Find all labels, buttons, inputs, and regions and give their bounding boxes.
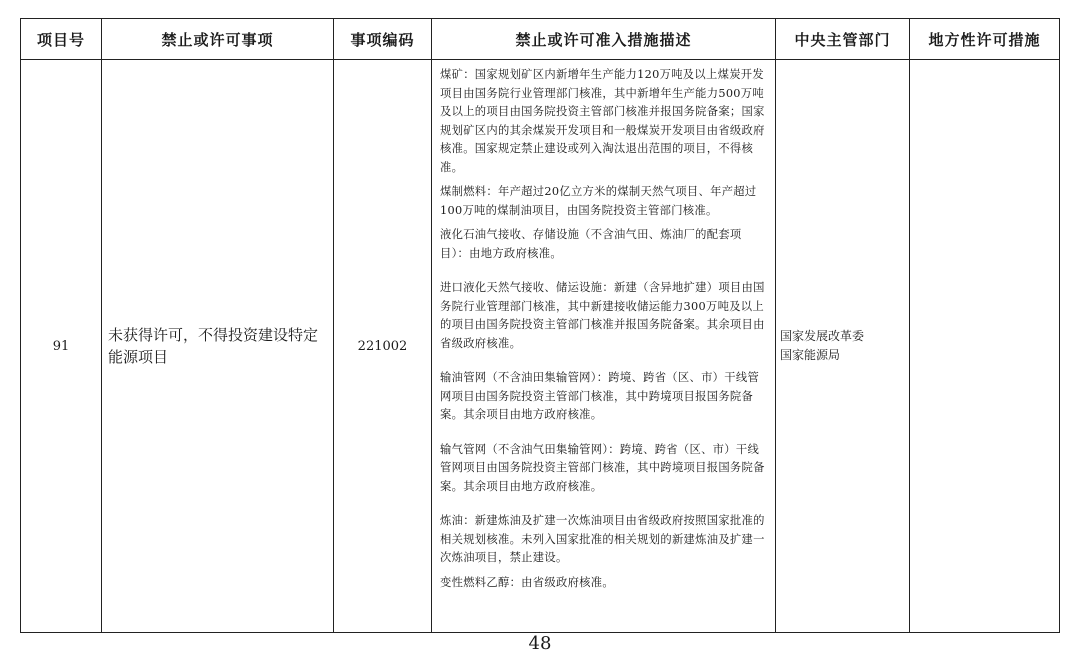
table-row — [21, 60, 1060, 633]
description-coal-fuel: 煤制燃料：年产超过20亿立方米的煤制天然气项目、年产超过100万吨的煤制油项目，由国务院投资主管部门核准。 — [440, 185, 757, 217]
department-nea: 国家能源局 — [780, 348, 841, 362]
description-coal-mine: 煤矿：国家规划矿区内新增年生产能力120万吨及以上煤炭开发项目由国务院行业管理部门核准，其中新增年生产能力500万吨及以上的项目由国务院投资主管部门核准并报国务院备案；国家规划矿区内的其余煤炭开发项目和一般煤炭开发项目由省级政府核准。国家规定禁止建设或列入淘汰退出范围的项目，不得核准。 — [440, 68, 765, 174]
table-header-row — [21, 19, 1060, 60]
row-description-cell — [432, 60, 776, 633]
header-item-code: 事项编码 — [334, 19, 432, 60]
row-number-cell: 91 — [21, 60, 102, 633]
header-item-name: 禁止或许可事项 — [102, 19, 334, 60]
row-item-cell: 未获得许可，不得投资建设特定能源项目 — [102, 60, 334, 633]
description-gas-pipeline: 输气管网（不含油气田集输管网）：跨境、跨省（区、市）干线管网项目由国务院投资主管部门核准，其中跨境项目报国务院备案。其余项目由地方政府核准。 — [440, 442, 765, 493]
header-item-number: 项目号 — [21, 19, 102, 60]
header-local-measures: 地方性许可措施 — [910, 19, 1060, 60]
row-local-measures-cell — [910, 60, 1060, 633]
description-oil-pipeline: 输油管网（不含油田集输管网）：跨境、跨省（区、市）干线管网项目由国务院投资主管部门核准，其中跨境项目报国务院备案。其余项目由地方政府核准。 — [440, 371, 760, 421]
description-lpg: 液化石油气接收、存储设施（不含油气田、炼油厂的配套项目）：由地方政府核准。 — [440, 228, 742, 260]
description-lng: 进口液化天然气接收、储运设施：新建（含异地扩建）项目由国务院行业管理部门核准，其中新建接收储运能力300万吨及以上的项目由国务院投资主管部门核准并报国务院备案。其余项目由省级政府核准。 — [440, 281, 765, 350]
department-ndrc: 国家发展改革委 — [780, 329, 865, 343]
description-refining: 炼油：新建炼油及扩建一次炼油项目由省级政府按照国家批准的相关规划核准。未列入国家批准的相关规划的新建炼油及扩建一次炼油项目，禁止建设。 — [440, 514, 765, 564]
header-description: 禁止或许可准入措施描述 — [432, 19, 776, 60]
measures-table — [20, 18, 1060, 633]
row-code-cell: 221002 — [334, 60, 432, 633]
page-number: 48 — [528, 633, 552, 654]
row-department-cell — [776, 60, 910, 633]
description-ethanol: 变性燃料乙醇：由省级政府核准。 — [440, 575, 614, 589]
header-central-department: 中央主管部门 — [776, 19, 910, 60]
